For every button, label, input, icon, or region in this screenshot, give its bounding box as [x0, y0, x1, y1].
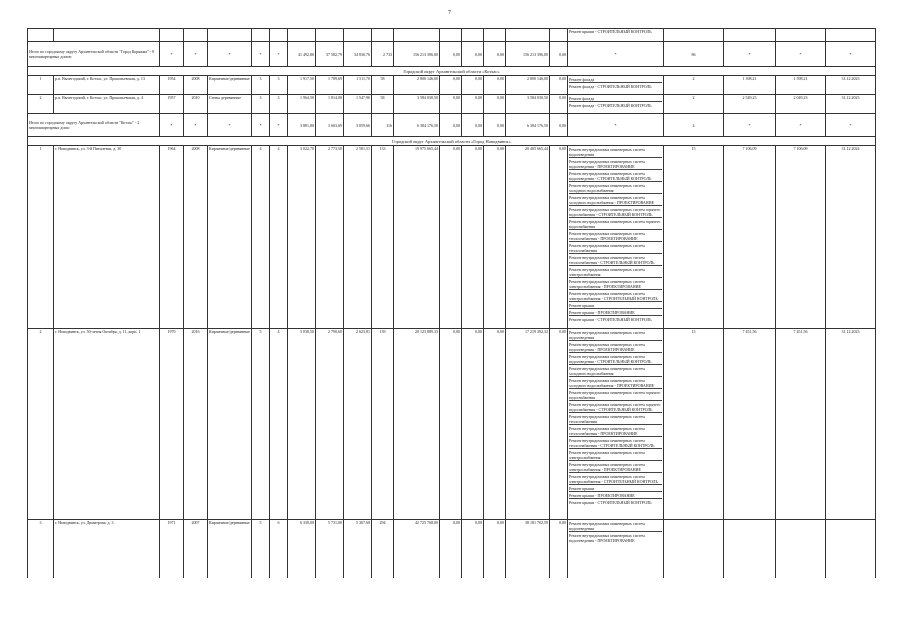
- table-row: 1 р.п. Вычегодский, г. Котлас, ул. Прокопьевская, д. 13 1954 2008 Кирпичные/деревянные 3 3 1 917,50 1 789,69 1 511,70 58 2 800 146,00 0,00 0,00 0,00 2 800 146,00 0,00 Ремонт фасада Ремонт фасада - СТРОИТЕЛЬНЫЙ КОНТРОЛЬ 2 1 398,21 1 598,21 31.12.2023: [28, 76, 876, 95]
- table-row: 3 г. Новодвинск, ул. Димитрова, д. 3 1971 2007 Кирпичные/деревянные 5 6 6 339,00 5 731,00 5 307,60 294 42 725 768,00 0,00 0,00 0,00 38 181 702,59 0,00 Ремонт внутридомовых инженерных систем водоотведения Ремонт внутридомовых инженерных систем водоотведения - ПРОЕКТИРОВАНИЕ: [28, 520, 876, 579]
- subtotal-label: Итого по городскому округу Архангельской области "Котлас" - 2 многоквартирных дома:: [28, 114, 160, 137]
- table-row: 2 г. Новодвинск, ул. 50-летия Октября, д. 11, корп. 1 1970 2016 Кирпичные/деревянные 5 4 3 038,50 2 790,60 2 623,81 139 20 123 889,33 0,00 0,00 0,00 17 219 392,32 0,00 Ремонт внутридомовых инженерных систем водоотведения Ремонт внутридомовых инженерных систем водоотведения - ПРОЕКТИРОВАНИЕ Ремонт внутридомовых инженерных систем водоотведения - СТРОИТЕЛЬНЫЙ КОНТРОЛЬ Ремонт внутридомовых инженерных систем холодного водоснабжения Ремонт внутридомовых инженерных систем холодного водоснабжения - ПРОЕКТИРОВАНИЕ Ремонт внутридомовых инженерных систем горячего водоснабжения Ремонт внутридомовых инженерных систем горячего водоснабжения - СТРОИТЕЛЬНЫЙ КОНТРОЛЬ Ремонт внутридомовых инженерных систем теплоснабжения Ремонт внутридомовых инженерных систем теплоснабжения - ПРОЕКТИРОВАНИЕ Ремонт внутридомовых инженерных систем теплоснабжения - СТРОИТЕЛЬНЫЙ КОНТРОЛЬ Ремонт внутридомовых инженерных систем электроснабжения Ремонт внутридомовых инженерных систем электроснабжения - ПРОЕКТИРОВАНИЕ Ремонт внутридомовых инженерных систем электроснабжения - СТРОИТЕЛЬНЫЙ КОНТРОЛЬ Ремонт крыши Ремонт крыши - ПРОЕКТИРОВАНИЕ Ремонт крыши - СТРОИТЕЛЬНЫЙ КОНТРОЛЬ 15 7 451,56 7 451,56 31.12.2023: [28, 329, 876, 520]
- works-list: Ремонт внутридомовых инженерных систем водоотведения Ремонт внутридомовых инженерных систем водоотведения - ПРОЕКТИРОВАНИЕ Ремонт внутридомовых инженерных систем водоотведения - СТРОИТЕЛЬНЫЙ КОНТРОЛЬ Ремонт внутридомовых инженерных систем холодного водоснабжения Ремонт внутридомовых инженерных систем холодного водоснабжения - ПРОЕКТИРОВАНИЕ Ремонт внутридомовых инженерных систем горячего водоснабжения Ремонт внутридомовых инженерных систем горячего водоснабжения - СТРОИТЕЛЬНЫЙ КОНТРОЛЬ Ремонт внутридомовых инженерных систем теплоснабжения Ремонт внутридомовых инженерных систем теплоснабжения - ПРОЕКТИРОВАНИЕ Ремонт внутридомовых инженерных систем теплоснабжения - СТРОИТЕЛЬНЫЙ КОНТРОЛЬ Ремонт внутридомовых инженерных систем электроснабжения Ремонт внутридомовых инженерных систем электроснабжения - ПРОЕКТИРОВАНИЕ Ремонт внутридомовых инженерных систем электроснабжения - СТРОИТЕЛЬНЫЙ КОНТРОЛЬ Ремонт крыши Ремонт крыши - ПРОЕКТИРОВАНИЕ Ремонт крыши - СТРОИТЕЛЬНЫЙ КОНТРОЛЬ: [568, 329, 664, 520]
- subtotal-row: Итого по городскому округу Архангельской области "Котлас" - 2 многоквартирных дома: * * * * * 3 881,80 3 603,69 3 059,66 116 6 384 176,50 0,00 0,00 0,00 6 384 176,50 0,00 * 4 * * *: [28, 114, 876, 137]
- repair-register-table: [27, 28, 876, 578]
- works-list: Ремонт внутридомовых инженерных систем водоотведения Ремонт внутридомовых инженерных систем водоотведения - ПРОЕКТИРОВАНИЕ Ремонт внутридомовых инженерных систем водоотведения - СТРОИТЕЛЬНЫЙ КОНТРОЛЬ Ремонт внутридомовых инженерных систем холодного водоснабжения Ремонт внутридомовых инженерных систем холодного водоснабжения - ПРОЕКТИРОВАНИЕ Ремонт внутридомовых инженерных систем горячего водоснабжения - СТРОИТЕЛЬНЫЙ КОНТРОЛЬ Ремонт внутридомовых инженерных систем горячего водоснабжения Ремонт внутридомовых инженерных систем теплоснабжения - ПРОЕКТИРОВАНИЕ Ремонт внутридомовых инженерных систем теплоснабжения Ремонт внутридомовых инженерных систем теплоснабжения - СТРОИТЕЛЬНЫЙ КОНТРОЛЬ Ремонт внутридомовых инженерных систем электроснабжения Ремонт внутридомовых инженерных систем электроснабжения - ПРОЕКТИРОВАНИЕ Ремонт внутридомовых инженерных систем электроснабжения - СТРОИТЕЛЬНЫЙ КОНТРОЛЬ Ремонт крыши Ремонт крыши - ПРОЕКТИРОВАНИЕ Ремонт крыши - СТРОИТЕЛЬНЫЙ КОНТРОЛЬ: [568, 146, 664, 329]
- section-title: Городской округ Архангельской области «Город Новодвинск»: [28, 137, 876, 146]
- works-list: Ремонт внутридомовых инженерных систем водоотведения Ремонт внутридомовых инженерных систем водоотведения - ПРОЕКТИРОВАНИЕ: [568, 520, 664, 579]
- works-list: Ремонт фасада Ремонт фасада - СТРОИТЕЛЬНЫЙ КОНТРОЛЬ: [568, 76, 664, 95]
- work-item: Ремонт крыши - СТРОИТЕЛЬНЫЙ КОНТРОЛЬ: [568, 29, 664, 42]
- continuation-row: [28, 29, 876, 42]
- section-title: Городской округ Архангельской области «Котлас»: [28, 67, 876, 76]
- subtotal-row: Итого по городскому округу Архангельской области "Город Коряжма" - 9 многоквартирных домов: * * * * * 41 492,80 37 582,79 34 830,76 2 733 156 213 396,00 0,00 0,00 0,00 156 213 396,00 0,00 * 86 * * *: [28, 42, 876, 67]
- table-row: 1 г. Новодвинск, ул. 3-й Пятилетки, д. 30 1964 2008 Кирпичные/деревянные 4 4 3 022,70 2 773,50 2 581,51 133 19 975 665,44 0,00 0,00 0,00 20 405 665,44 0,00 Ремонт внутридомовых инженерных систем водоотведения Ремонт внутридомовых инженерных систем водоотведения - ПРОЕКТИРОВАНИЕ Ремонт внутридомовых инженерных систем водоотведения - СТРОИТЕЛЬНЫЙ КОНТРОЛЬ Ремонт внутридомовых инженерных систем холодного водоснабжения Ремонт внутридомовых инженерных систем холодного водоснабжения - ПРОЕКТИРОВАНИЕ Ремонт внутридомовых инженерных систем горячего водоснабжения - СТРОИТЕЛЬНЫЙ КОНТРОЛЬ Ремонт внутридомовых инженерных систем горячего водоснабжения Ремонт внутридомовых инженерных систем теплоснабжения - ПРОЕКТИРОВАНИЕ Ремонт внутридомовых инженерных систем теплоснабжения Ремонт внутридомовых инженерных систем теплоснабжения - СТРОИТЕЛЬНЫЙ КОНТРОЛЬ Ремонт внутридомовых инженерных систем электроснабжения Ремонт внутридомовых инженерных систем электроснабжения - ПРОЕКТИРОВАНИЕ Ремонт внутридомовых инженерных систем электроснабжения - СТРОИТЕЛЬНЫЙ КОНТРОЛЬ Ремонт крыши Ремонт крыши - ПРОЕКТИРОВАНИЕ Ремонт крыши - СТРОИТЕЛЬНЫЙ КОНТРОЛЬ 15 7 106,09 7 106,09 31.12.2024: [28, 146, 876, 329]
- address: г. Новодвинск, ул. 50-летия Октября, д. 11, корп. 1: [54, 329, 160, 520]
- address: р.п. Вычегодский, г. Котлас, ул. Прокопьевская, д. 4: [54, 95, 160, 114]
- address: р.п. Вычегодский, г. Котлас, ул. Прокопьевская, д. 13: [54, 76, 160, 95]
- section-header: [28, 67, 876, 76]
- section-header: [28, 137, 876, 146]
- subtotal-label: Итого по городскому округу Архангельской области "Город Коряжма" - 9 многоквартирных домов:: [28, 42, 160, 67]
- address: г. Новодвинск, ул. Димитрова, д. 3: [54, 520, 160, 579]
- page-number: 7: [448, 10, 451, 16]
- address: г. Новодвинск, ул. 3-й Пятилетки, д. 30: [54, 146, 160, 329]
- works-list: Ремонт фасада Ремонт фасада - СТРОИТЕЛЬНЫЙ КОНТРОЛЬ: [568, 95, 664, 114]
- table-row: 2 р.п. Вычегодский, г. Котлас, ул. Прокопьевская, д. 4 1957 2010 Стены деревянные 3 3 1 964,50 1 814,00 1 547,96 58 3 584 030,50 0,00 0,00 0,00 3 584 030,50 0,00 Ремонт фасада Ремонт фасада - СТРОИТЕЛЬНЫЙ КОНТРОЛЬ 2 2 549,23 2 049,23 31.12.2023: [28, 95, 876, 114]
